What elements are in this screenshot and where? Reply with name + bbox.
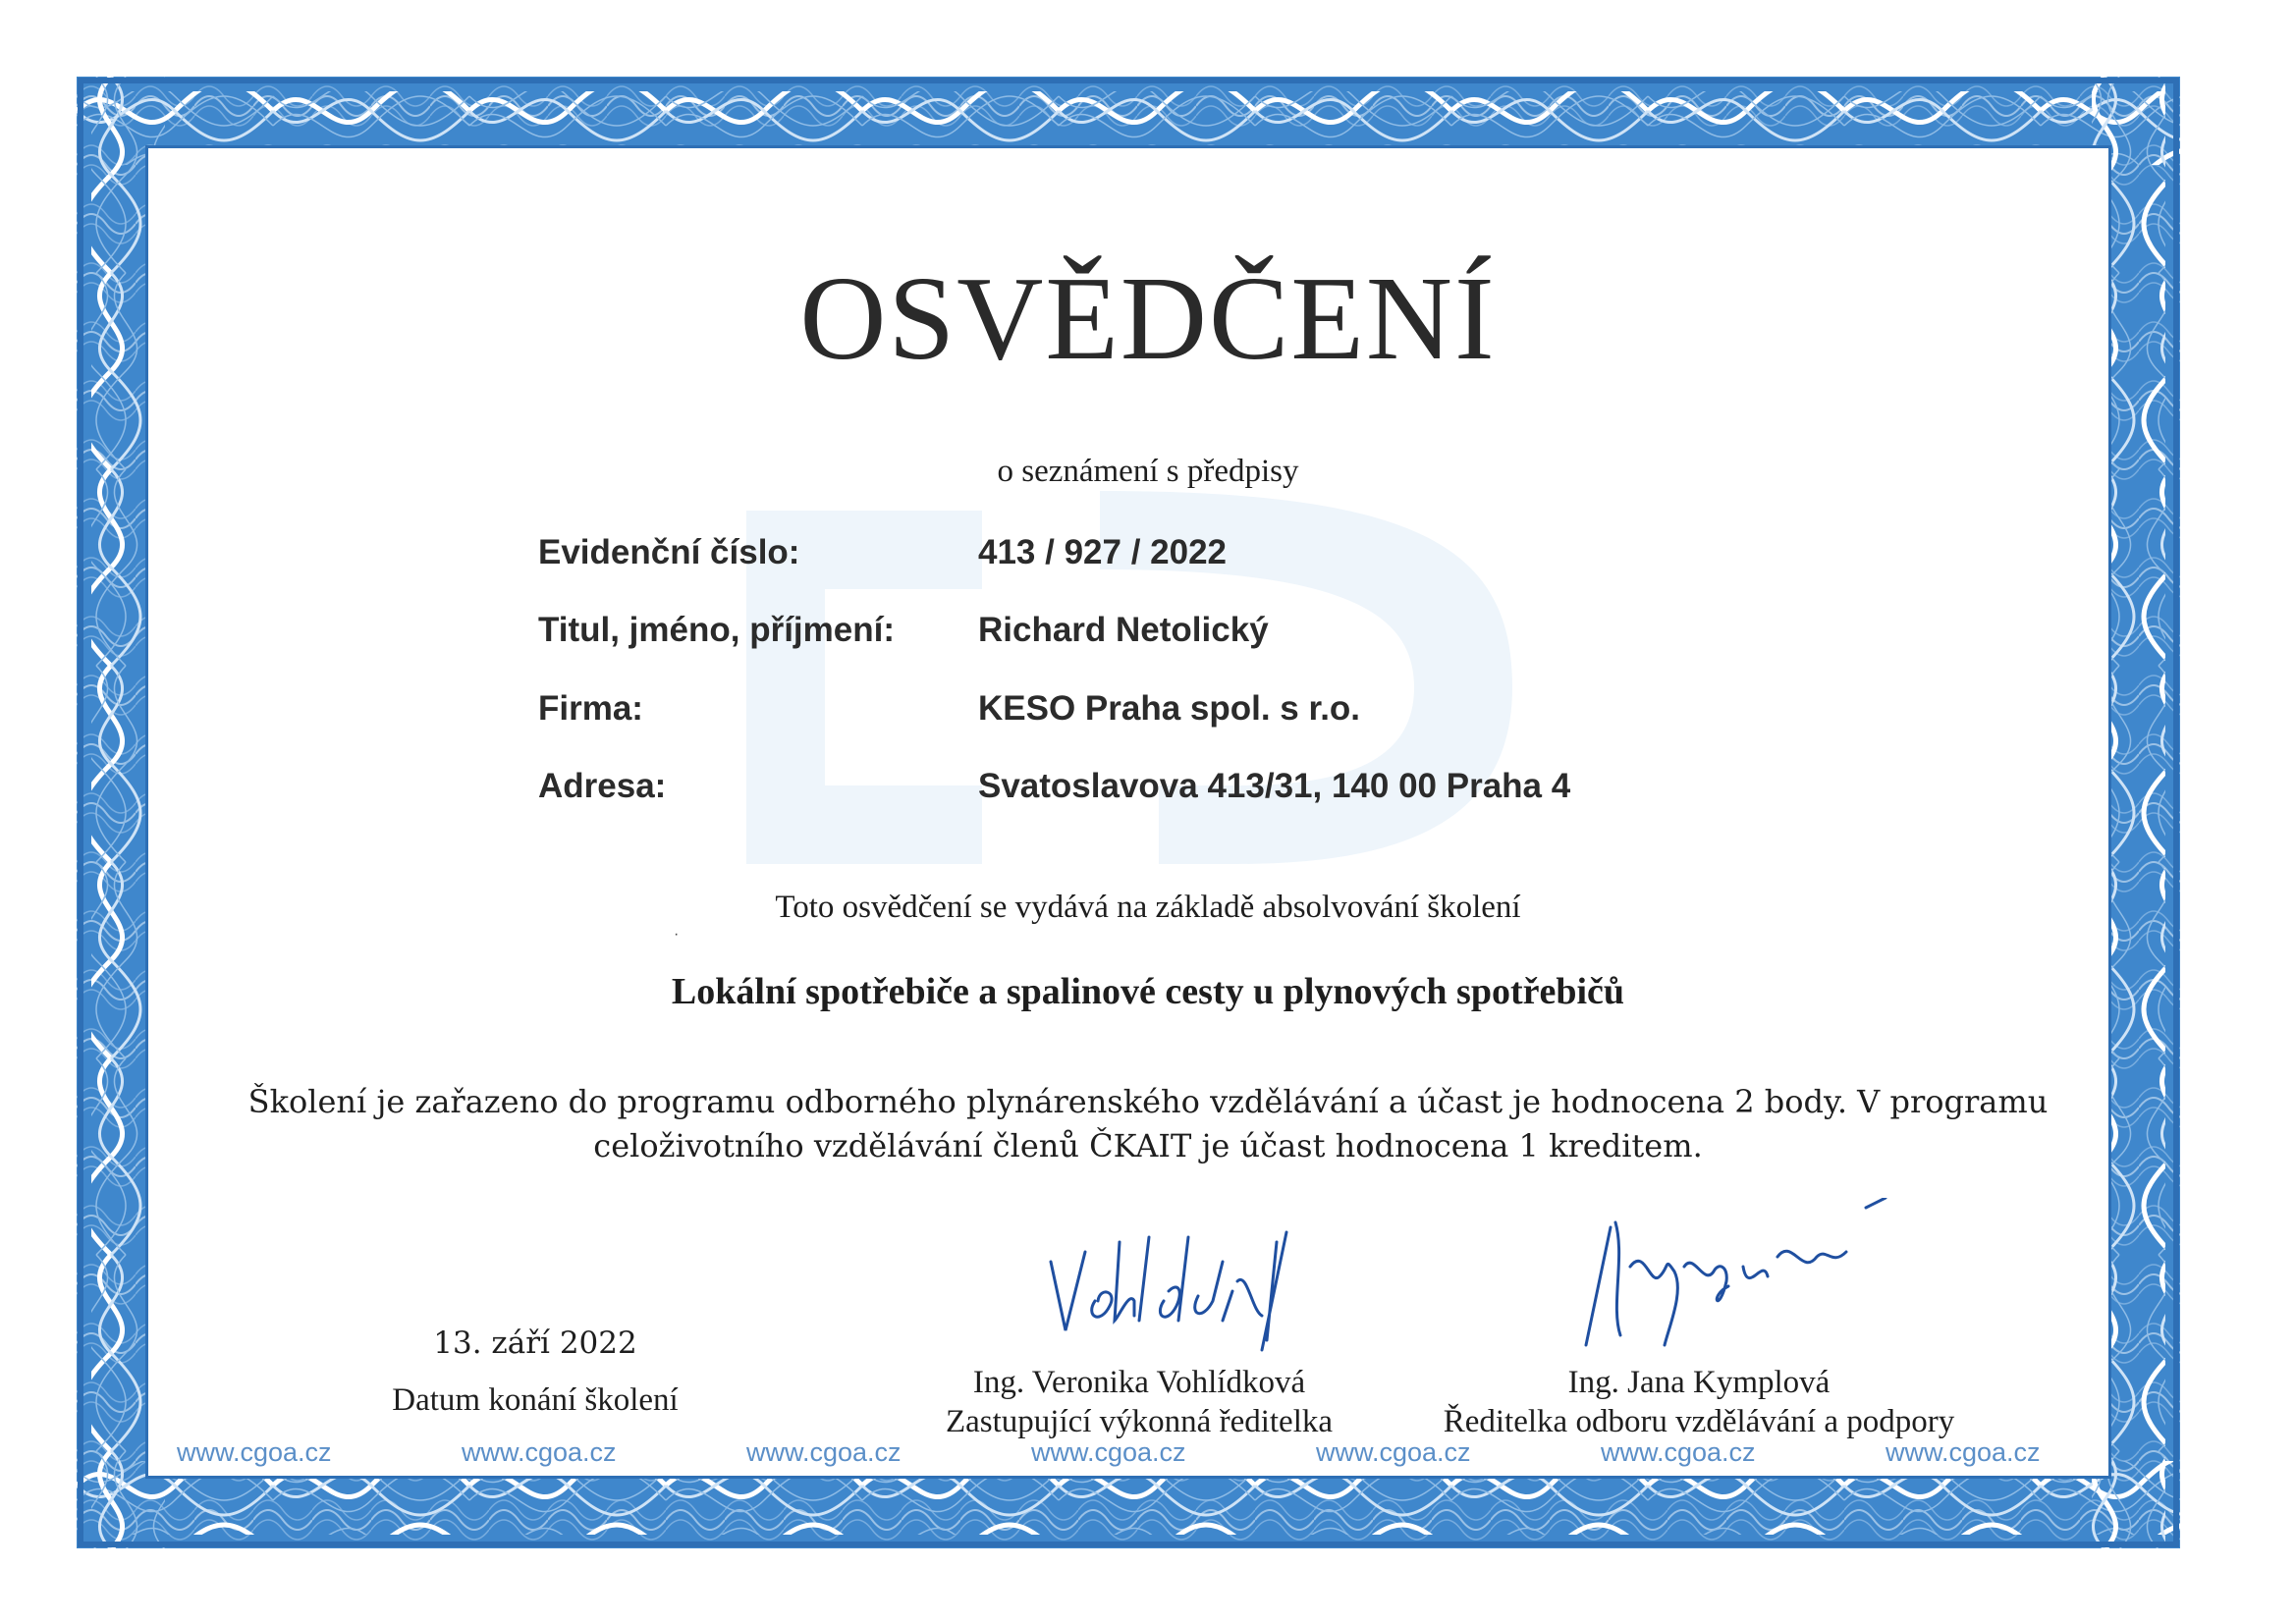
website-link[interactable]: www.cgoa.cz [1886,1437,2041,1467]
credit-note-line-1: Školení je zařazeno do programu odborného plynárenského vzdělávání a účast je hodnocena 2 body. V programu [247,1083,2049,1120]
address-label: Adresa: [538,767,667,805]
scan-mark: · [674,926,680,943]
website-link[interactable]: www.cgoa.cz [1031,1437,1186,1467]
full-name-label: Titul, jméno, příjmení: [538,611,895,649]
course-title: Lokální spotřebiče a spalinové cesty u plynových spotřebičů [671,971,1625,1012]
website-link[interactable]: www.cgoa.cz [1601,1437,1756,1467]
signatory-1-name: Ing. Veronika Vohlídková [972,1365,1306,1400]
signature-kymplova [1571,1198,1905,1365]
signatory-2-name: Ing. Jana Kymplová [1567,1365,1831,1400]
signatory-2-role: Ředitelka odboru vzdělávání a podpory [1443,1404,1955,1439]
credit-note [0,1080,2296,1168]
certificate-subtitle: o seznámení s předpisy [997,454,1299,489]
training-date-label: Datum konání školení [392,1382,679,1418]
website-link[interactable]: www.cgoa.cz [1316,1437,1471,1467]
company-value: KESO Praha spol. s r.o. [978,689,1361,728]
website-link[interactable]: www.cgoa.cz [177,1437,332,1467]
signature-vohlidkova [1041,1222,1316,1360]
website-link[interactable]: www.cgoa.cz [462,1437,617,1467]
registration-number-value: 413 / 927 / 2022 [978,533,1227,571]
credit-note-line-2: celoživotního vzdělávání členů ČKAIT je účast hodnocena 1 kreditem. [593,1127,1703,1164]
address-value: Svatoslavova 413/31, 140 00 Praha 4 [978,767,1571,805]
certificate-title: OSVĚDČENÍ [799,252,1497,385]
full-name-value: Richard Netolický [978,611,1269,649]
company-label: Firma: [538,689,643,728]
registration-number-label: Evidenční číslo: [538,533,800,571]
website-link[interactable]: www.cgoa.cz [746,1437,902,1467]
issuance-basis-text: Toto osvědčení se vydává na základě absolvování školení [775,890,1521,925]
training-date: 13. září 2022 [433,1325,637,1361]
signatory-1-role: Zastupující výkonná ředitelka [945,1404,1334,1439]
